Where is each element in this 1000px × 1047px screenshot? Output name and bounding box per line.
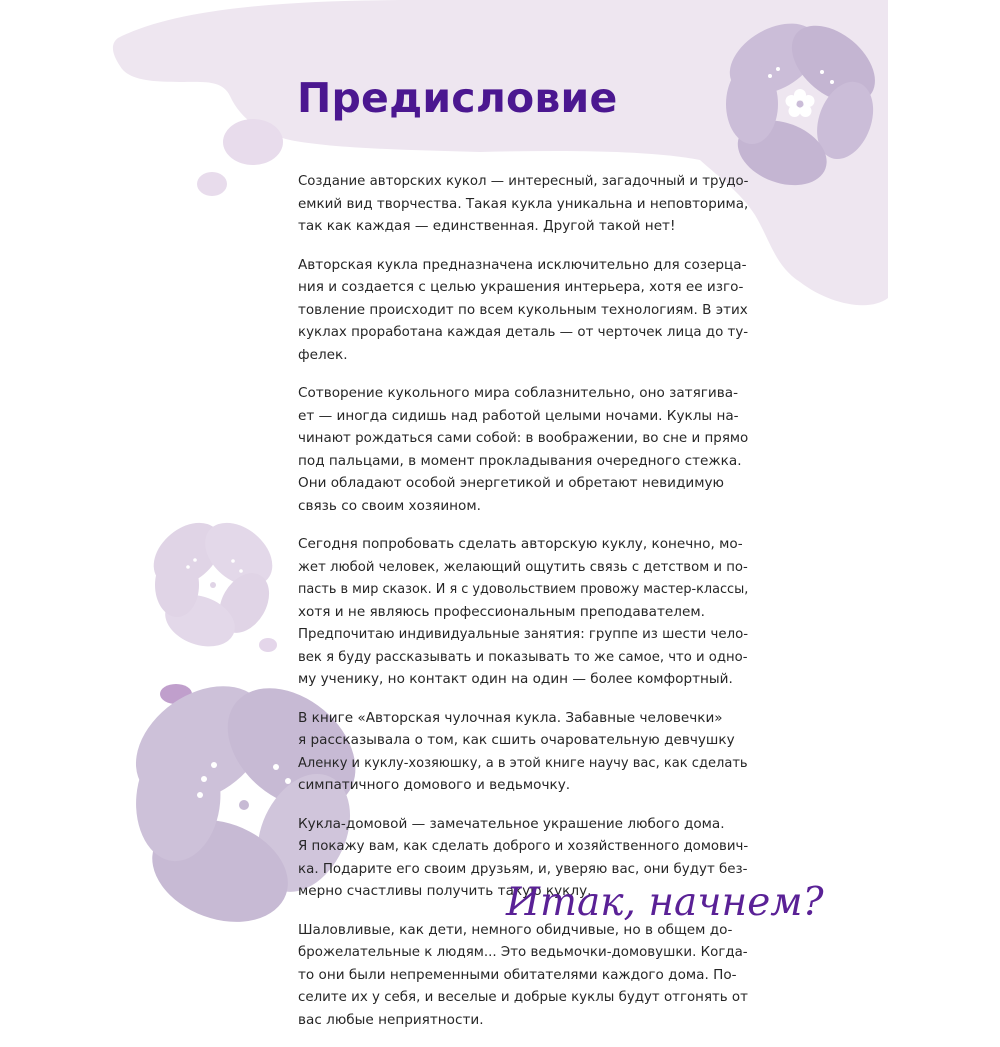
text-line: симпатичного домового и ведьмочку.: [298, 777, 571, 793]
text-line: Сегодня попробовать сделать авторскую куклу, конечно, мо-: [298, 536, 743, 552]
text-line: чинают рождаться сами собой: в воображении, во сне и прямо: [298, 430, 749, 446]
text-line: пасть в мир сказок. И я с удовольствием провожу мастер-классы,: [298, 581, 749, 597]
text-line: мерно счастливы получить такую куклу.: [298, 883, 592, 899]
text-line: связь со своим хозяином.: [298, 497, 481, 514]
paragraph: [298, 254, 748, 367]
text-line: Я покажу вам, как сделать доброго и хозяйственного домович-: [298, 838, 749, 854]
text-line: селите их у себя, и веселые и добрые куклы будут отгонять от: [298, 989, 748, 1005]
text-line: му ученику, но контакт один на один — более комфортный.: [298, 671, 733, 687]
text-line: то они были непременными обитателями каждого дома. По-: [298, 966, 737, 983]
text-line: Предпочитаю индивидуальные занятия: группе из шести чело-: [298, 626, 749, 642]
paragraph: [298, 533, 748, 691]
text-line: вас любые неприятности.: [298, 1011, 484, 1028]
orchid-flower-icon: [141, 510, 284, 656]
text-line: Они обладают особой энергетикой и обретают невидимую: [298, 475, 724, 491]
text-line: хотя и не являюсь профессиональным преподавателем.: [298, 603, 705, 620]
text-line: Кукла-домовой — замечательное украшение любого дома.: [298, 815, 725, 832]
text-line: ка. Подарите его своим друзьям, и, уверяю вас, они будут без-: [298, 860, 748, 877]
text-line: брожелательные к людям... Это ведьмочки-домовушки. Когда-: [298, 944, 748, 960]
text-line: фелек.: [298, 346, 348, 363]
text-line: куклах проработана каждая деталь — от черточек лица до ту-: [298, 324, 749, 340]
text-line: товление происходит по всем кукольным технологиям. В этих: [298, 301, 748, 318]
text-line: Создание авторских кукол — интересный, загадочный и трудо-: [298, 173, 749, 189]
text-line: так как каждая — единственная. Другой такой нет!: [298, 218, 676, 234]
background-blob-small: [197, 172, 227, 196]
paragraph: [298, 170, 748, 238]
text-line: Шаловливые, как дети, немного обидчивые, но в общем до-: [298, 921, 733, 938]
background-blob-small: [223, 119, 283, 165]
paragraph: [298, 707, 748, 797]
text-line: ния и создается с целью украшения интерьера, хотя ее изго-: [298, 279, 744, 295]
text-line: Сотворение кукольного мира соблазнительно, оно затягива-: [298, 385, 738, 401]
decorative-dot: [259, 638, 277, 652]
text-line: Аленку и куклу-хозяюшку, а в этой книге научу вас, как сделать: [298, 754, 748, 771]
text-line: я рассказывала о том, как сшить очаровательную девчушку: [298, 732, 735, 748]
paragraph: [298, 919, 748, 1032]
paragraph: [298, 382, 748, 517]
text-line: ет — иногда сидишь над работой целыми ночами. Куклы на-: [298, 407, 739, 424]
closing-phrase: Итак, начнем?: [506, 880, 824, 925]
page-title: Предисловие: [297, 74, 618, 122]
text-line: емкий вид творчества. Такая кукла уникальна и неповторима,: [298, 195, 749, 212]
text-line: В книге «Авторская чулочная кукла. Забавные человечки»: [298, 709, 723, 726]
text-line: жет любой человек, желающий ощутить связь с детством и по-: [298, 558, 748, 575]
text-line: Авторская кукла предназначена исключительно для созерца-: [298, 256, 747, 273]
text-line: век я буду рассказывать и показывать то же самое, что и одно-: [298, 648, 748, 665]
text-line: под пальцами, в момент прокладывания очередного стежка.: [298, 452, 742, 469]
